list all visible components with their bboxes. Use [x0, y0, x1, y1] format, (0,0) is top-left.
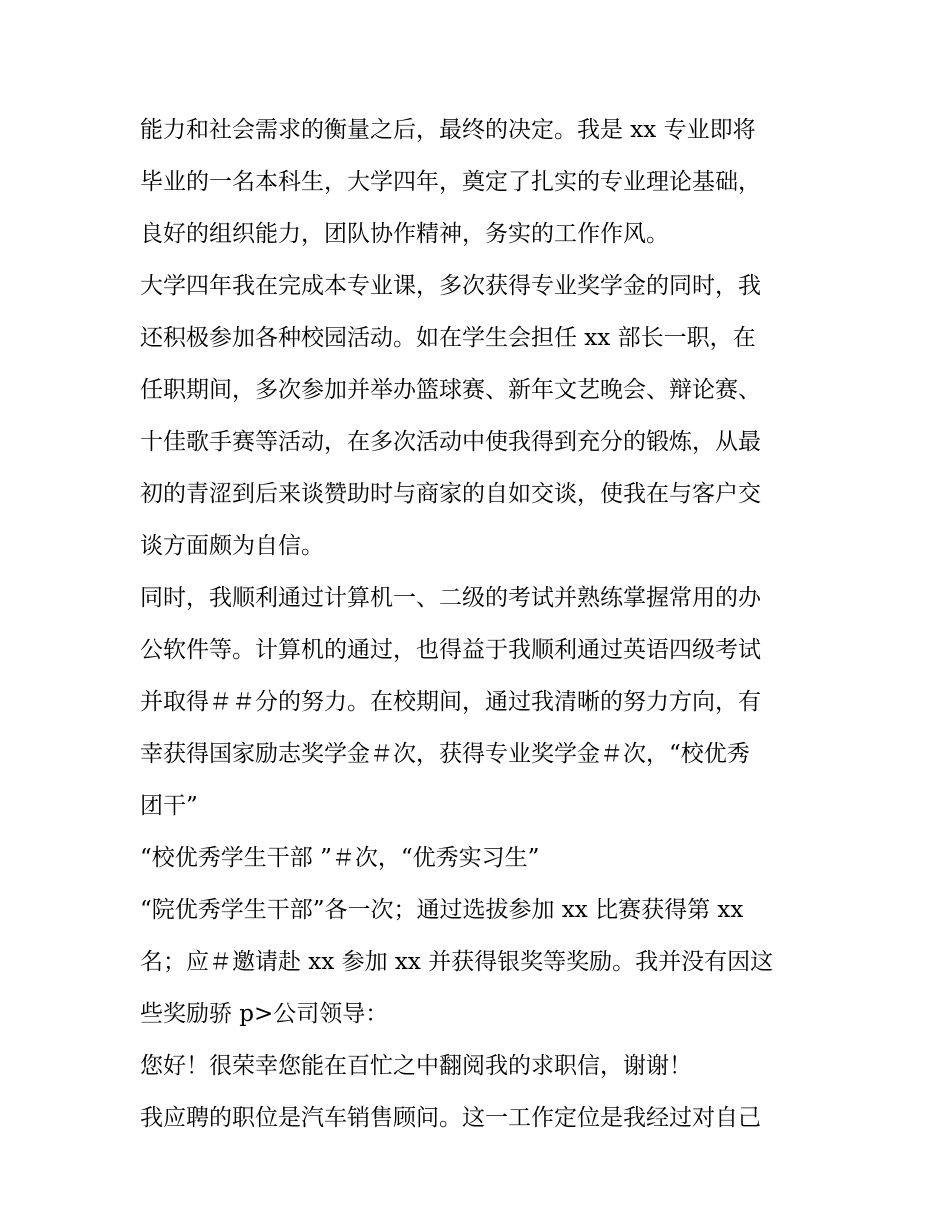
text-line: 我应聘的职位是汽车销售顾问。这一工作定位是我经过对自己	[140, 1105, 761, 1131]
text-line: 能力和社会需求的衡量之后，最终的决定。我是 xx 专业即将	[140, 117, 756, 143]
text-line: 幸获得国家励志奖学金＃次，获得专业奖学金＃次，“校优秀	[140, 741, 750, 767]
text-line: 还积极参加各种校园活动。如在学生会担任 xx 部长一职，在	[140, 325, 756, 351]
text-line: 名；应＃邀请赴 xx 参加 xx 并获得银奖等奖励。我并没有因这	[140, 949, 774, 975]
text-line: 良好的组织能力，团队协作精神，务实的工作作风。	[140, 221, 669, 247]
text-line: 同时，我顺利通过计算机一、二级的考试并熟练掌握常用的办	[140, 585, 761, 611]
text-line: 并取得＃＃分的努力。在校期间，通过我清晰的努力方向，有	[140, 689, 761, 715]
text-line: 谈方面颇为自信。	[140, 533, 324, 559]
text-line: 毕业的一名本科生，大学四年，奠定了扎实的专业理论基础，	[140, 169, 761, 195]
text-line: 十佳歌手赛等活动，在多次活动中使我得到充分的锻炼，从最	[140, 429, 761, 455]
text-line: “校优秀学生干部 ”＃次，“优秀实习生”	[140, 845, 540, 871]
text-line: 大学四年我在完成本专业课，多次获得专业奖学金的同时，我	[140, 273, 761, 299]
text-line: “院优秀学生干部”各一次；通过选拔参加 xx 比赛获得第 xx	[140, 897, 744, 923]
text-line: 公软件等。计算机的通过，也得益于我顺利通过英语四级考试	[140, 637, 761, 663]
text-line: 初的青涩到后来谈赞助时与商家的自如交谈，使我在与客户交	[140, 481, 761, 507]
document-body	[140, 104, 820, 1144]
text-line: 团干”	[140, 793, 198, 819]
text-line: 您好！很荣幸您能在百忙之中翻阅我的求职信，谢谢！	[140, 1053, 692, 1079]
text-line: 任职期间，多次参加并举办篮球赛、新年文艺晚会、辩论赛、	[140, 377, 761, 403]
text-line: 些奖励骄 p>公司领导：	[140, 1001, 389, 1027]
